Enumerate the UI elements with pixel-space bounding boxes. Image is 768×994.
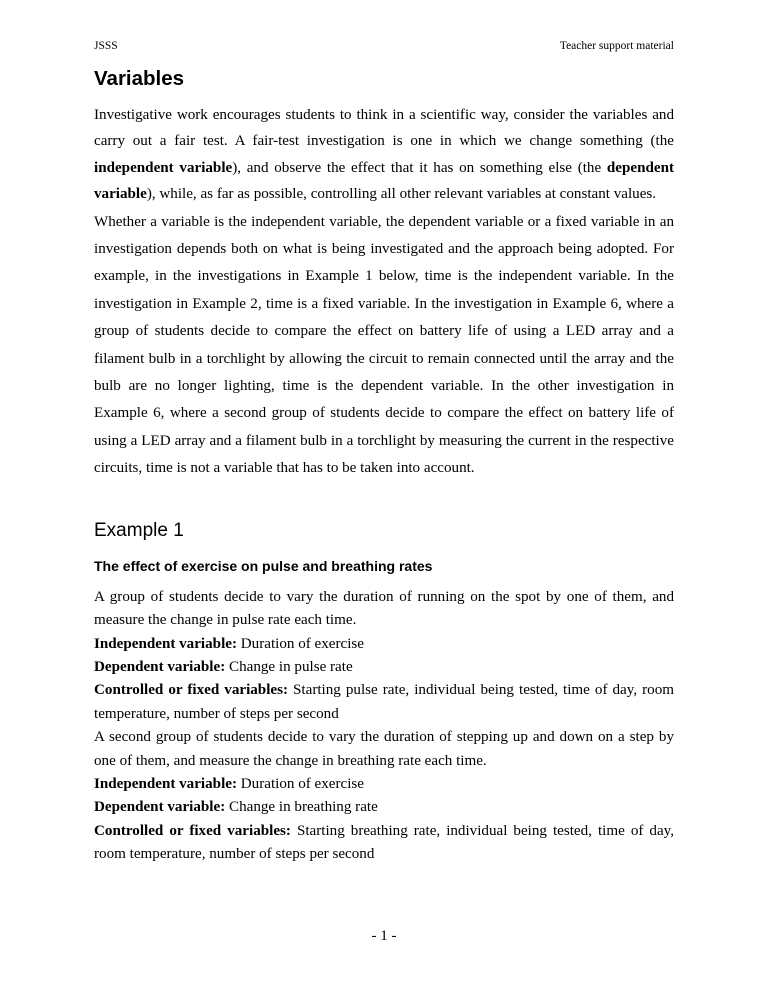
group-2-description: A second group of students decide to vary the duration of stepping up and down on a step by one of them, and measure the change in breathing rate each time. <box>94 729 674 769</box>
independent-variable-term: independent variable <box>94 159 233 176</box>
intro-text: Investigative work encourages students to think in a scientific way, consider the variables and carry out a fair test. A fair-test investigation is one in which we change something (the <box>94 107 674 150</box>
variable-label: Controlled or fixed variables: <box>94 822 291 839</box>
group-1-controlled-variables <box>94 679 674 726</box>
example-1-subheading: The effect of exercise on pulse and breathing rates <box>94 557 433 574</box>
variable-value: Change in breathing rate <box>225 799 378 816</box>
header-right: Teacher support material <box>559 40 674 52</box>
variable-label: Dependent variable: <box>94 799 226 816</box>
page-header <box>94 38 674 54</box>
page-title: Variables <box>94 67 185 90</box>
group-2-independent-variable <box>94 773 674 796</box>
intro-text: ), and observe the effect that it has on something else (the <box>232 159 607 176</box>
page-content <box>94 66 674 867</box>
variable-label: Independent variable: <box>94 635 237 652</box>
variable-label: Controlled or fixed variables: <box>94 682 288 699</box>
group-2-dependent-variable <box>94 796 674 819</box>
variable-label: Independent variable: <box>94 775 237 792</box>
page-number: - 1 - <box>371 928 397 944</box>
example-1-body <box>94 586 674 867</box>
group-1-dependent-variable <box>94 656 674 679</box>
intro-paragraph-2: Whether a variable is the independent variable, the dependent variable or a fixed variable in an investigation depends both on what is being investigated and the approach being adopted. For example, in the investigations in Example 1 below, time is the independent variable. In the investigation in Example 2, time is a fixed variable. In the investigation in Example 6, where a group of students decide to compare the effect on battery life of using a LED array and a filament bulb in a torchlight by allowing the circuit to remain connected until the array and the bulb are no longer lighting, time is the dependent variable. In the other investigation in Example 6, where a second group of students decide to compare the effect on battery life of using a LED array and a filament bulb in a torchlight by measuring the current in the respective circuits, time is not a variable that has to be taken into account. <box>94 213 674 477</box>
dependent-variable-term: dependent variable <box>94 159 674 203</box>
group-1-description: A group of students decide to vary the duration of running on the spot by one of them, and measure the change in pulse rate each time. <box>94 588 674 629</box>
header-left: JSSS <box>94 40 118 52</box>
variable-value: Change in pulse rate <box>225 658 353 675</box>
group-1-independent-variable <box>94 633 674 656</box>
variable-value: Starting pulse rate, individual being tested, time of day, room temperature, number of steps per second <box>94 682 674 722</box>
variable-value: Starting breathing rate, individual being tested, time of day, room temperature, number of steps per second <box>94 822 674 863</box>
example-1-heading: Example 1 <box>94 519 184 541</box>
intro-text: ), while, as far as possible, controlling all other relevant variables at constant values. <box>146 186 657 203</box>
variable-label: Dependent variable: <box>94 658 226 675</box>
group-2-controlled-variables <box>94 820 674 867</box>
variable-value: Duration of exercise <box>237 775 364 792</box>
variable-value: Duration of exercise <box>237 635 364 652</box>
intro-paragraph-1 <box>94 102 674 208</box>
